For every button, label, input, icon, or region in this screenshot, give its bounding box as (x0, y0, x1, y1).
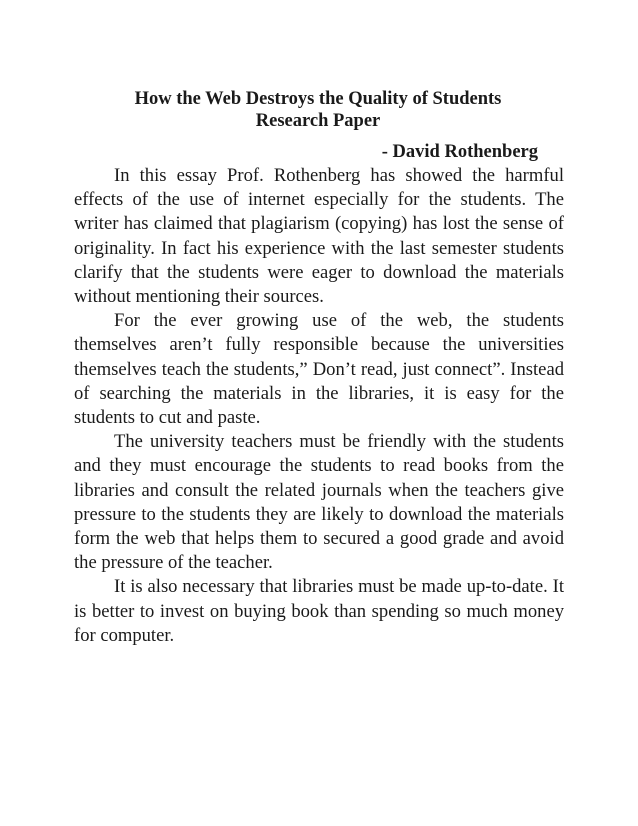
essay-body (74, 164, 564, 648)
essay-title-line-1: How the Web Destroys the Quality of Students (134, 89, 502, 109)
paragraph-2: For the ever growing use of the web, the students themselves aren’t fully responsible because the universities themselves teach the students,” Don’t read, just connect”. Instead of searching the materials in the libraries, it is easy for the students to cut and paste. (74, 310, 564, 429)
paragraph-4: It is also necessary that libraries must be made up-to-date. It is better to invest on buying book than spending so much money for computer. (74, 576, 564, 646)
essay-author: - David Rothenberg (381, 142, 538, 162)
essay-title-line-2: Research Paper (255, 111, 381, 131)
paragraph-1: In this essay Prof. Rothenberg has showed the harmful effects of the use of internet especially for the students. The writer has claimed that plagiarism (copying) has lost the sense of originality. In fact his experience with the last semester students clarify that the students were eager to download the materials without mentioning their sources. (74, 165, 564, 308)
paragraph-3: The university teachers must be friendly with the students and they must encourage the students to read books from the libraries and consult the related journals when the teachers give pressure to the students they are likely to download the materials form the web that helps them to secured a good grade and avoid the pressure of the teacher. (74, 431, 564, 574)
